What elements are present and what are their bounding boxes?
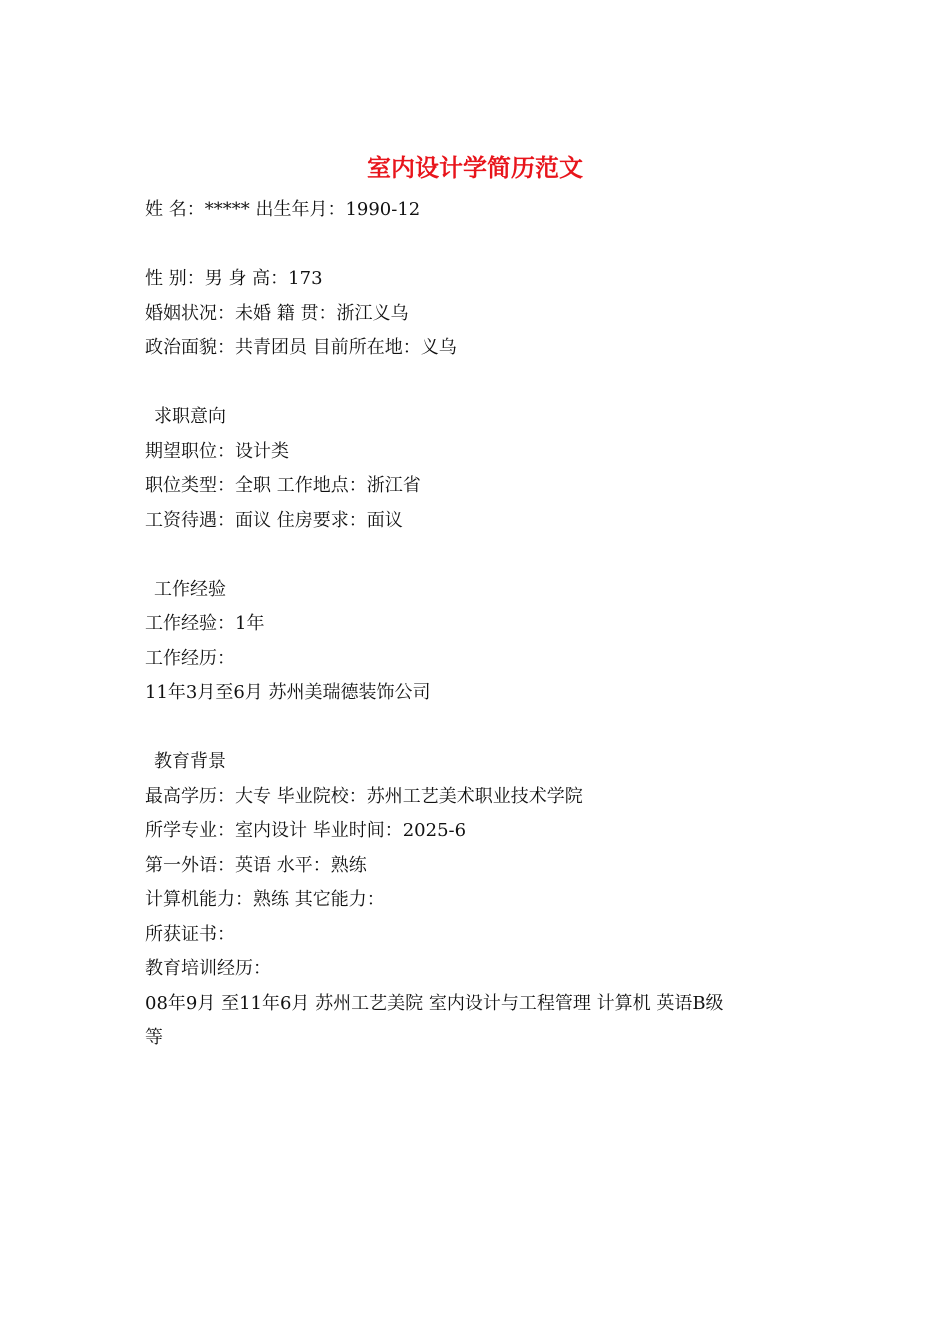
education-line: 最高学历：大专 毕业院校：苏州工艺美术职业技术学院: [145, 785, 583, 807]
education-line: 08年9月 至11年6月 苏州工艺美院 室内设计与工程管理 计算机 英语B级: [145, 992, 724, 1014]
section-heading: 教育背景: [154, 751, 226, 772]
section-spacer: [145, 366, 805, 401]
basic-info-line: 婚姻状况：未婚 籍 贯：浙江义乌: [145, 302, 409, 324]
job-intent-section: [145, 400, 805, 538]
job-intent-line: 职位类型：全职 工作地点：浙江省: [145, 475, 421, 496]
basic-info-line: 政治面貌：共青团员 目前所在地：义乌: [145, 337, 457, 358]
basic-info-line: 姓 名：***** 出生年月：1990-12: [145, 199, 421, 220]
education-line: 所学专业：室内设计 毕业时间：2025-6: [145, 820, 467, 841]
basic-info-line: 性 别：男 身 高：173: [145, 268, 323, 289]
education-line: 计算机能力：熟练 其它能力：: [145, 889, 385, 910]
section-heading: 求职意向: [154, 406, 226, 427]
job-intent-line: 期望职位：设计类: [145, 440, 289, 462]
section-heading: 工作经验: [154, 578, 226, 600]
education-line: 教育培训经历：: [145, 958, 271, 979]
document-title: 室内设计学简历范文: [367, 153, 583, 182]
blank-line: [145, 228, 805, 263]
work-experience-line: 工作经历：: [145, 647, 235, 669]
work-experience-line: 工作经验：1年: [145, 613, 265, 634]
section-spacer: [145, 711, 805, 746]
job-intent-line: 工资待遇：面议 住房要求：面议: [145, 509, 403, 531]
work-experience-section: [145, 573, 805, 711]
education-line: 等: [145, 1027, 163, 1048]
education-line: 所获证书：: [145, 923, 235, 945]
work-experience-line: 11年3月至6月 苏州美瑞德装饰公司: [145, 682, 431, 703]
education-line: 第一外语：英语 水平：熟练: [145, 854, 367, 876]
document-body: [145, 193, 805, 1056]
basic-info-block: [145, 193, 805, 366]
section-spacer: [145, 538, 805, 573]
education-section: [145, 745, 805, 1056]
